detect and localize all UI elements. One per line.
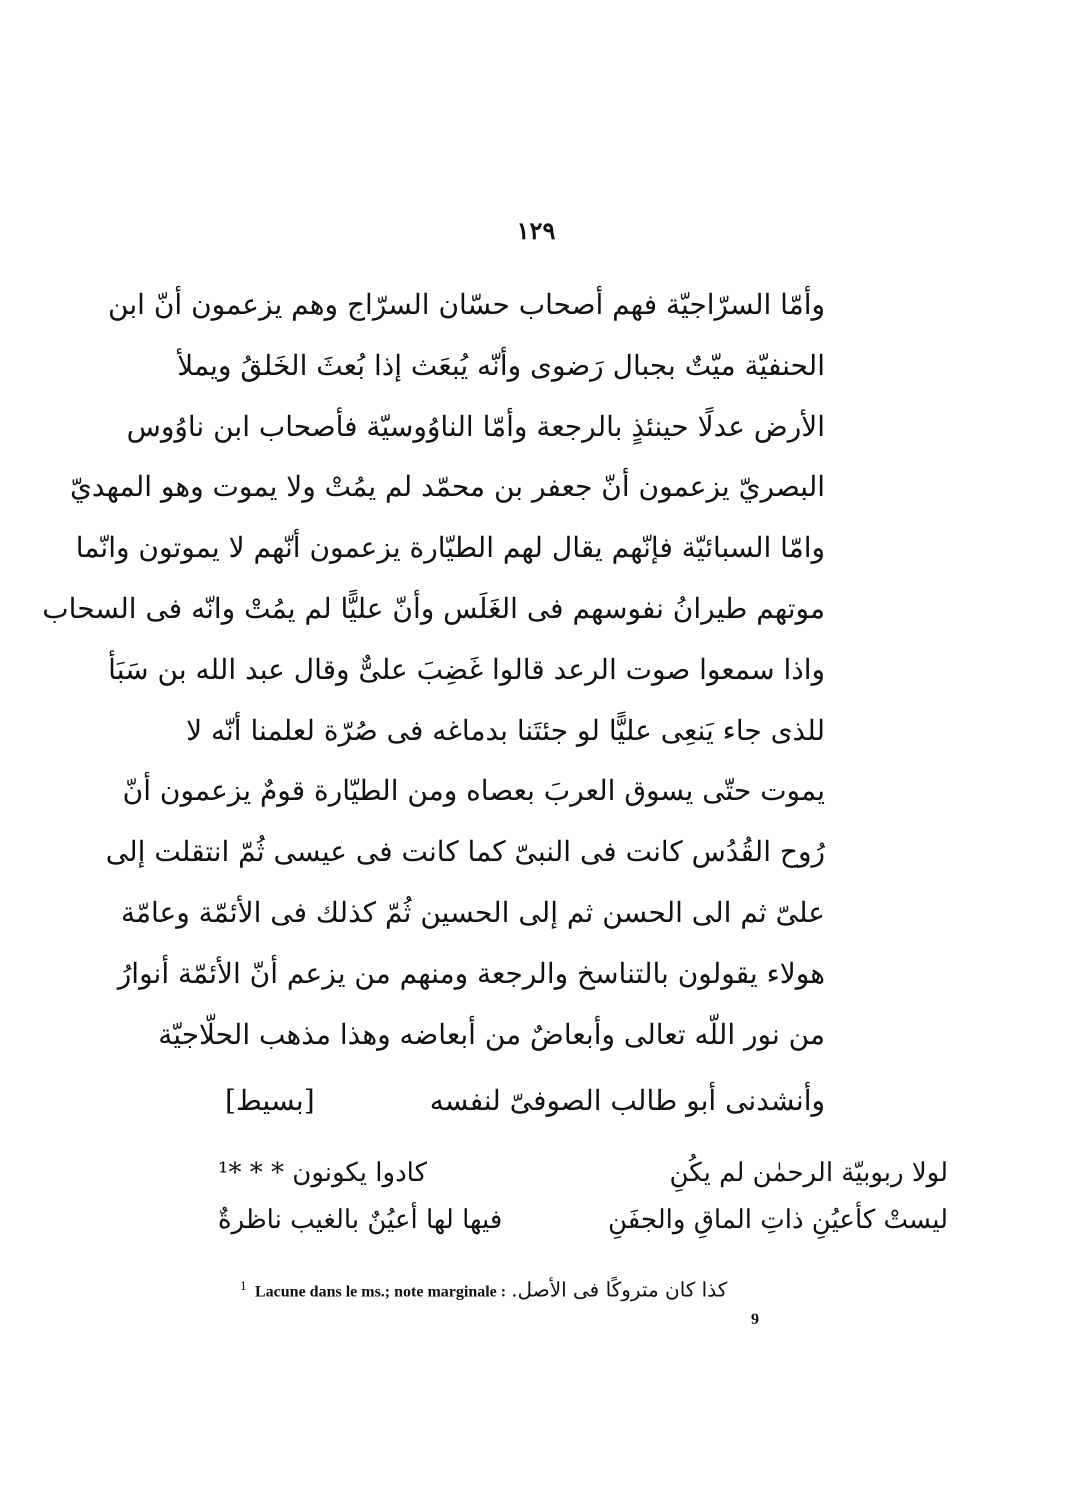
first-hemistich: لولا ربوبيّة الرحمٰن لم يكُنِ — [669, 1158, 948, 1188]
footnote-arabic-text: كذا كان متروكًا فى الأصل. — [511, 1277, 728, 1302]
text-line: موتهم طيرانُ نفوسهم فى الغَلَس وأنّ عليًّا لم يمُتْ وانّه فى السحاب — [42, 591, 825, 625]
page-number: ١٢٩ — [516, 216, 556, 245]
text-line: وامّا السبائيّة فإنّهم يقال لهم الطيّارة يزعمون أنّهم لا يموتون وانّما — [75, 531, 825, 565]
text-line: الحنفيّة ميّتٌ بجبال رَضوى وأنّه يُبعَث إذا بُعثَ الخَلقُ ويملأ — [177, 348, 825, 382]
signature-mark: 9 — [751, 1311, 759, 1328]
text-line: من نور اللّه تعالى وأبعاضٌ من أبعاضه وهذا مذهب الحلّاجيّة — [158, 1017, 825, 1051]
second-hemistich: فيها لها أعيُنٌ بالغيب ناظرةٌ — [218, 1205, 503, 1235]
text-line: الأرض عدلًا حينئذٍ بالرجعة وأمّا الناوُوسيّة فأصحاب ابن ناوُوس — [126, 409, 825, 443]
text-line: واذا سمعوا صوت الرعد قالوا غَضِبَ علىٌّ وقال عبد الله بن سَبَأ — [108, 652, 825, 686]
text-line: يموت حتّى يسوق العربَ بعصاه ومن الطيّارة قومٌ يزعمون أنّ — [122, 774, 825, 808]
text-line: رُوح القُدُس كانت فى النبىّ كما كانت فى عيسى ثُمّ انتقلت إلى — [105, 835, 825, 869]
footnote-latin-text: Lacune dans le ms.; note marginale : — [255, 1283, 507, 1301]
text-line: وأمّا السرّاجيّة فهم أصحاب حسّان السرّاج وهم يزعمون أنّ ابن — [108, 288, 825, 321]
verse-line — [218, 1197, 948, 1243]
first-hemistich: ليستْ كأعيُنِ ذاتِ الماقِ والجفَنِ — [608, 1205, 948, 1235]
meter-label: [بسيط] — [225, 1084, 315, 1117]
text-line: للذى جاء يَنعِى عليًّا لو جئتَنا بدماغه فى صُرّة لعلمنا أنّه لا — [186, 713, 825, 747]
verse-line — [218, 1150, 948, 1196]
second-hemistich: كادوا يكونون * * *¹ — [218, 1158, 427, 1188]
footnote-marker: 1 — [240, 1280, 247, 1293]
poem-intro-text: وأنشدنى أبو طالب الصوفىّ لنفسه — [429, 1084, 825, 1117]
text-line: البصريّ يزعمون أنّ جعفر بن محمّد لم يمُتْ ولا يموت وهو المهديّ — [69, 470, 825, 504]
footnote — [240, 1270, 840, 1309]
poem-intro — [225, 1076, 825, 1126]
body-text — [42, 275, 825, 1065]
text-line: علىّ ثم الى الحسن ثم إلى الحسين ثُمّ كذلك فى الأئمّة وعامّة — [121, 895, 825, 929]
text-line: هولاء يقولون بالتناسخ والرجعة ومنهم من يزعم أنّ الأئمّة أنوارُ — [117, 956, 825, 990]
